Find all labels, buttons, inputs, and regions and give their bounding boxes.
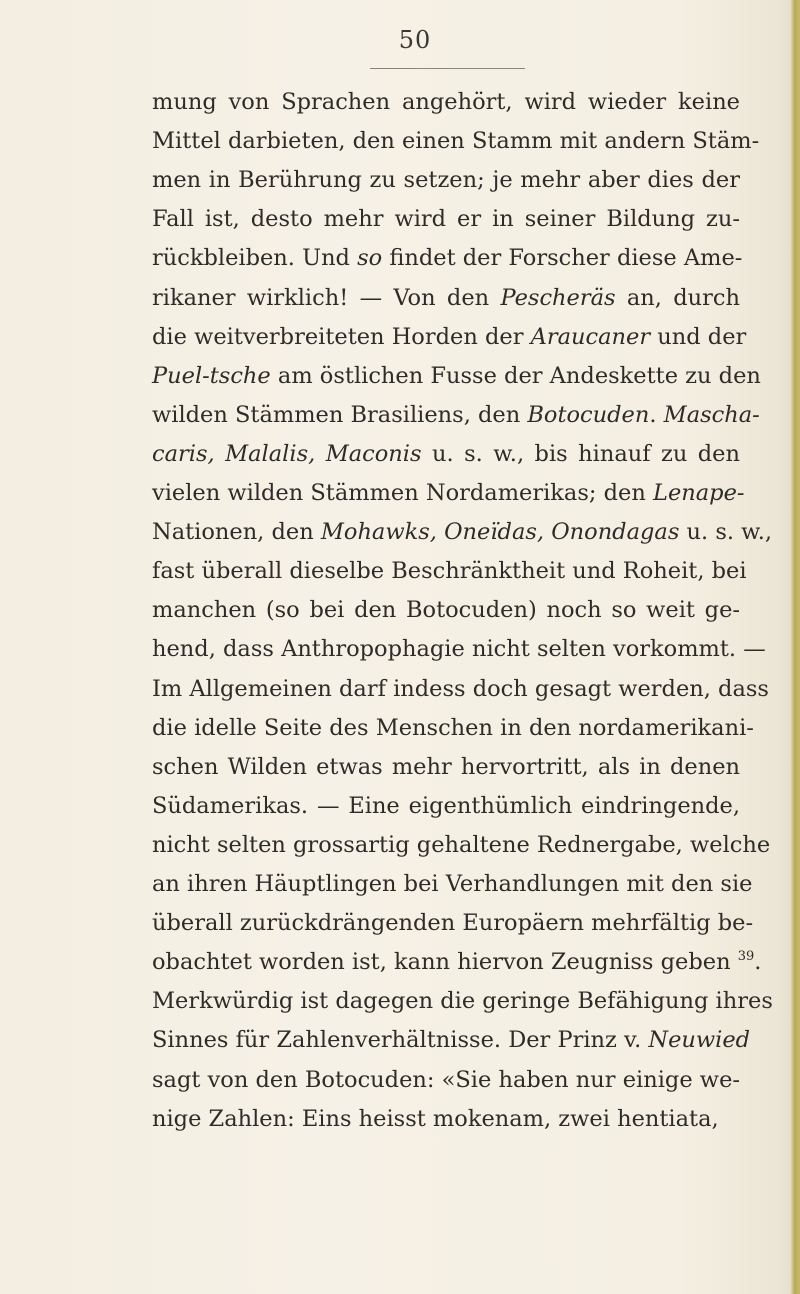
- text-run: men in Berührung zu setzen; je mehr aber dies der: [152, 167, 740, 193]
- text-line: [152, 203, 740, 235]
- text-run: nicht selten grossartig gehaltene Rednergabe, welche: [152, 832, 771, 858]
- text-run: fast überall dieselbe Beschränktheit und Roheit, bei: [152, 558, 747, 584]
- text-line: [152, 282, 740, 314]
- text-run: Sinnes für Zahlenverhältnisse. Der Prinz v.: [152, 1027, 649, 1053]
- italic-name: Puel-tsche: [152, 363, 271, 389]
- italic-name: Mohawks, Oneïdas, Onondagas: [320, 519, 680, 545]
- text-run: u. s. w., bis hinauf zu den: [421, 441, 740, 467]
- text-run: die weitverbreiteten Horden der: [152, 324, 531, 350]
- text-line: [152, 1064, 740, 1096]
- text-line: [152, 477, 745, 509]
- text-run: rückbleiben. Und: [152, 245, 358, 271]
- text-run: sagt von den Botocuden: «Sie haben nur einige we-: [152, 1067, 740, 1093]
- text-run: findet der Forscher diese Ame-: [382, 245, 743, 271]
- text-line: [152, 1103, 740, 1135]
- text-run: wilden Stämmen Brasiliens, den: [152, 402, 528, 428]
- text-run: Merkwürdig ist dagegen die geringe Befähigung ihres: [152, 988, 773, 1014]
- text-run: manchen (so bei den Botocuden) noch so weit ge-: [152, 597, 740, 623]
- text-line: [152, 555, 747, 587]
- text-run: Fall ist, desto mehr wird er in seiner Bildung zu-: [152, 206, 740, 232]
- text-run: rikaner wirklich! — Von den: [152, 285, 501, 311]
- text-line: [152, 516, 773, 548]
- italic-name: Araucaner: [530, 324, 651, 350]
- text-line: [152, 790, 740, 822]
- text-line: [152, 321, 747, 353]
- text-line: [152, 399, 760, 431]
- page-edge: [790, 0, 800, 1294]
- text-run: Im Allgemeinen darf indess doch gesagt werden, dass: [152, 676, 769, 702]
- text-line: [152, 868, 753, 900]
- text-line: [152, 164, 740, 196]
- page-number: 50: [398, 26, 432, 54]
- text-run: hend, dass Anthropophagie nicht selten vorkommt. —: [152, 636, 766, 662]
- text-run: überall zurückdrängenden Europäern mehrfältig be-: [152, 910, 754, 936]
- footnote-ref: 39: [737, 949, 755, 964]
- text-line: [152, 1024, 751, 1056]
- text-run: die idelle Seite des Menschen in den nordamerikani-: [152, 715, 754, 741]
- italic-name: Lenape-: [653, 480, 745, 506]
- text-line: [152, 360, 761, 392]
- italic-name: Mascha-: [663, 402, 760, 428]
- text-line: [152, 907, 754, 939]
- text-run: an ihren Häuptlingen bei Verhandlungen mit den sie: [152, 871, 753, 897]
- text-run: am östlichen Fusse der Andeskette zu den: [270, 363, 761, 389]
- text-line: [152, 125, 760, 157]
- text-line: [152, 946, 762, 978]
- header-rule: [370, 68, 525, 69]
- text-line: [152, 829, 771, 861]
- text-run: Nationen, den: [152, 519, 321, 545]
- text-line: [152, 242, 743, 274]
- text-run: u. s. w.,: [679, 519, 773, 545]
- text-line: [152, 673, 769, 705]
- text-run: nige Zahlen: Eins heisst mokenam, zwei hentiata,: [152, 1106, 719, 1132]
- text-line: [152, 594, 740, 626]
- text-line: [152, 712, 754, 744]
- italic-name: caris, Malalis, Maconis: [152, 441, 422, 467]
- text-run: Südamerikas. — Eine eigenthümlich eindringende,: [152, 793, 740, 819]
- text-run: obachtet worden ist, kann hiervon Zeugniss geben: [152, 949, 738, 975]
- text-run: und der: [650, 324, 747, 350]
- text-run: an, durch: [615, 285, 741, 311]
- text-line: [152, 86, 740, 118]
- italic-name: Neuwied: [648, 1027, 751, 1053]
- text-run: Mittel darbieten, den einen Stamm mit andern Stäm-: [152, 128, 760, 154]
- text-run: mung von Sprachen angehört, wird wieder keine: [152, 89, 740, 115]
- text-line: [152, 751, 740, 783]
- text-line: [152, 633, 766, 665]
- italic-name: Pescheräs: [500, 285, 616, 311]
- text-run: schen Wilden etwas mehr hervortritt, als in denen: [152, 754, 740, 780]
- text-run: .: [754, 949, 762, 975]
- italic-name: so: [357, 245, 383, 271]
- text-line: [152, 985, 773, 1017]
- text-run: vielen wilden Stämmen Nordamerikas; den: [152, 480, 653, 506]
- text-run: .: [649, 402, 664, 428]
- italic-name: Botocuden: [527, 402, 650, 428]
- text-line: [152, 438, 740, 470]
